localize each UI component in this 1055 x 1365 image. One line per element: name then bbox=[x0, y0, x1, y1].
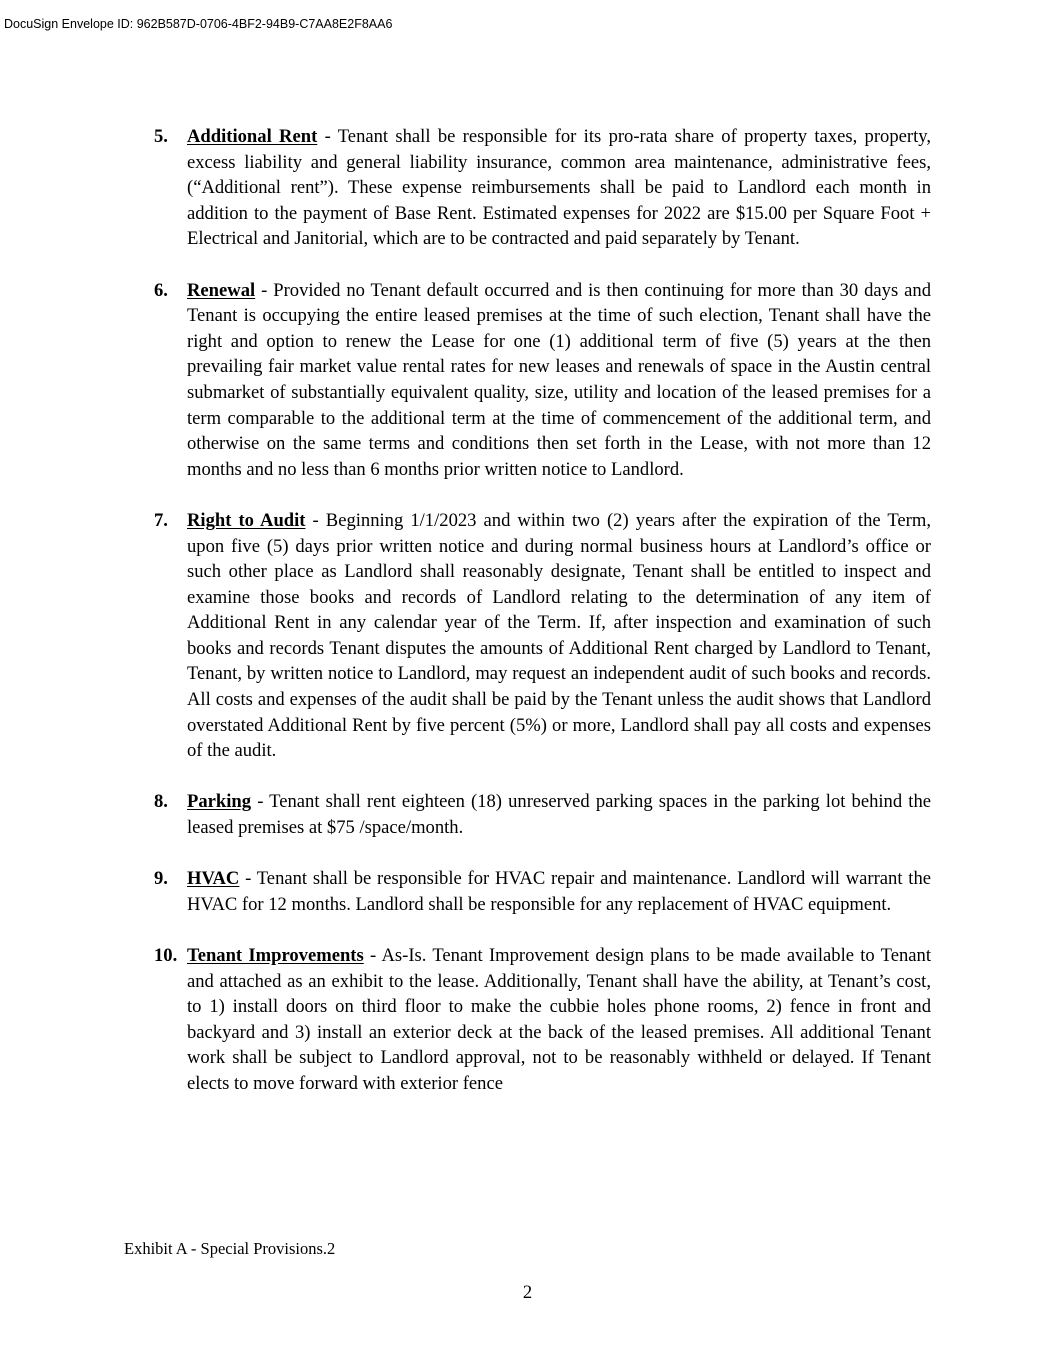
provision-text: - As-Is. Tenant Improvement design plans to be made available to Tenant and attached as an exhibit to the lease. Additionally, Tenant shall have the ability, at Tenant’s cost, to 1) install doors on third floor to make the cubbie holes phone rooms, 2) fence in front and backyard and 3) install an exterior deck at the back of the leased premises. All additional Tenant work shall be subject to Landlord approval, not to be reasonably withheld or delayed. If Tenant elects to move forward with exterior fence bbox=[187, 945, 931, 1094]
provision-renewal bbox=[154, 278, 931, 483]
provision-number: 10. bbox=[154, 945, 178, 966]
provision-heading: Parking bbox=[187, 791, 252, 813]
provision-heading: Renewal bbox=[187, 279, 256, 301]
provision-hvac bbox=[154, 866, 931, 917]
special-provisions-list bbox=[154, 124, 931, 1122]
provision-text: - Provided no Tenant default occurred and is then continuing for more than 30 days and Tenant is occupying the entire leased premises at the time of such election, Tenant shall have the right and option to renew the Lease for one (1) additional term of five (5) years at the then prevailing fair market value rental rates for new leases and renewals of space in the Austin central submarket of substantially equivalent quality, size, utility and location of the leased premises for a term comparable to the additional term at the time of commencement of the additional term, and otherwise on the same terms and conditions then set forth in the Lease, with not more than 12 months and no less than 6 months prior written notice to Landlord. bbox=[187, 279, 931, 480]
footer-exhibit-label: Exhibit A - Special Provisions.2 bbox=[124, 1239, 336, 1258]
provision-text: - Beginning 1/1/2023 and within two (2) years after the expiration of the Term, upon five (5) days prior written notice and during normal business hours at Landlord’s office or such other place as Landlord shall reasonably designate, Tenant shall be entitled to inspect and examine those books and records of Landlord relating to the determination of any item of Additional Rent in any calendar year of the Term. If, after inspection and examination of such books and records Tenant disputes the amounts of Additional Rent charged by Landlord to Tenant, Tenant, by written notice to Landlord, may request an independent audit of such books and records. All costs and expenses of the audit shall be paid by the Tenant unless the audit shows that Landlord overstated Additional Rent by five percent (5%) or more, Landlord shall pay all costs and expenses of the audit. bbox=[187, 509, 931, 762]
provision-heading: Tenant Improvements bbox=[187, 945, 364, 966]
docusign-envelope-id: DocuSign Envelope ID: 962B587D-0706-4BF2-94B9-C7AA8E2F8AA6 bbox=[4, 17, 393, 31]
provision-number: 8. bbox=[154, 791, 168, 813]
provision-tenant-improvements bbox=[154, 943, 931, 1097]
provision-parking bbox=[154, 789, 931, 840]
provision-text: - Tenant shall be responsible for its pro-rata share of property taxes, property, excess liability and general liability insurance, common area maintenance, administrative fees, (“Additional rent”). These expense reimbursements shall be paid to Landlord each month in addition to the payment of Base Rent. Estimated expenses for 2022 are $15.00 per Square Foot + Electrical and Janitorial, which are to be contracted and paid separately by Tenant. bbox=[187, 126, 931, 250]
provision-heading: HVAC bbox=[187, 868, 240, 890]
provision-number: 7. bbox=[154, 509, 168, 531]
provision-text: - Tenant shall be responsible for HVAC repair and maintenance. Landlord will warrant the HVAC for 12 months. Landlord shall be responsible for any replacement of HVAC equipment. bbox=[187, 868, 931, 915]
provision-number: 6. bbox=[154, 279, 168, 301]
provision-additional-rent bbox=[154, 124, 931, 252]
provision-heading: Additional Rent bbox=[187, 126, 318, 147]
provision-text: - Tenant shall rent eighteen (18) unreserved parking spaces in the parking lot behind the leased premises at $75 /space/month. bbox=[187, 791, 931, 839]
provision-number: 5. bbox=[154, 126, 168, 147]
page-number: 2 bbox=[522, 1282, 533, 1303]
provision-heading: Right to Audit bbox=[187, 509, 306, 531]
provision-number: 9. bbox=[154, 868, 168, 890]
provision-right-to-audit bbox=[154, 508, 931, 764]
